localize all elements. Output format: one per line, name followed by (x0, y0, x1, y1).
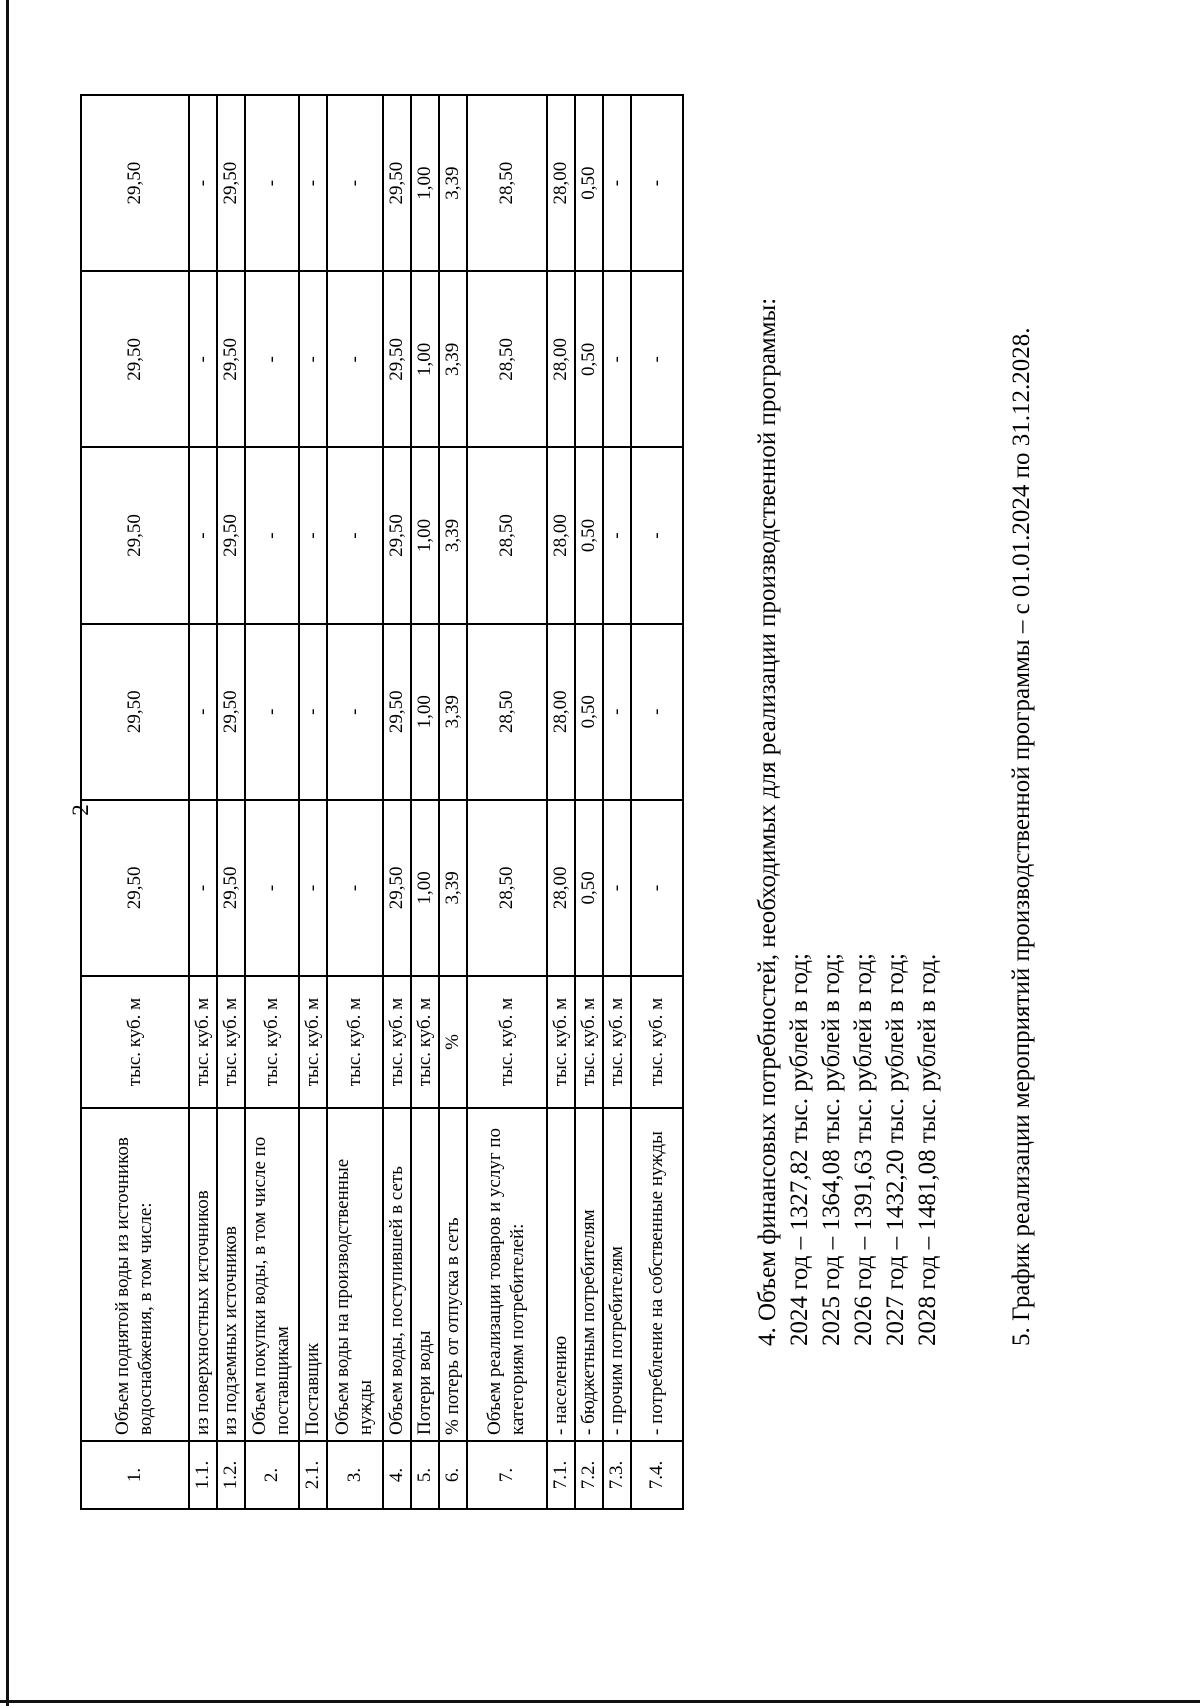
row-value: 1,00 (411, 800, 439, 976)
row-number: 1. (81, 1441, 189, 1509)
row-number: 6. (439, 1441, 467, 1509)
table-row (299, 95, 327, 1509)
row-name: - бюджетным потребителям (575, 1108, 603, 1441)
row-value: 3,39 (439, 624, 467, 800)
row-name: - населению (547, 1108, 575, 1441)
row-name: Объем покупки воды, в том числе по поставщикам (245, 1108, 299, 1441)
row-name: Объем поднятой воды из источников водоснабжения, в том числе: (81, 1108, 189, 1441)
row-value: 0,50 (575, 271, 603, 447)
row-number: 2. (245, 1441, 299, 1509)
row-name: Поставщик (299, 1108, 327, 1441)
row-unit: тыс. куб. м (217, 976, 245, 1108)
row-value: 0,50 (575, 95, 603, 271)
financial-needs-year-line: 2024 год – 1327,82 тыс. рублей в год; (786, 953, 813, 1346)
table-row (439, 95, 467, 1509)
row-value: - (631, 624, 683, 800)
row-value: 3,39 (439, 800, 467, 976)
row-value: - (327, 95, 383, 271)
row-unit: % (439, 976, 467, 1108)
row-name: % потерь от отпуска в сеть (439, 1108, 467, 1441)
row-unit: тыс. куб. м (327, 976, 383, 1108)
financial-needs-year-line: 2025 год – 1364,08 тыс. рублей в год; (818, 953, 845, 1346)
table-row (327, 95, 383, 1509)
financial-needs-year-line: 2026 год – 1391,63 тыс. рублей в год; (850, 953, 877, 1346)
table-row (575, 95, 603, 1509)
row-value: - (245, 624, 299, 800)
row-value: - (631, 447, 683, 623)
row-value: - (327, 800, 383, 976)
row-value: 0,50 (575, 800, 603, 976)
row-value: 0,50 (575, 624, 603, 800)
financial-needs-year-line: 2027 год – 1432,20 тыс. рублей в год; (882, 953, 909, 1346)
table-row (81, 95, 189, 1509)
row-value: 28,00 (547, 95, 575, 271)
row-value: 29,50 (81, 447, 189, 623)
table-row (631, 95, 683, 1509)
row-name: Объем воды, поступившей в сеть (383, 1108, 411, 1441)
row-value: - (245, 271, 299, 447)
row-value: 29,50 (217, 624, 245, 800)
row-unit: тыс. куб. м (575, 976, 603, 1108)
row-name: Объем реализации товаров и услуг по категориям потребителей: (467, 1108, 547, 1441)
financial-needs-heading: 4. Объем финансовых потребностей, необходимых для реализации производственной программы: (754, 297, 781, 1346)
row-unit: тыс. куб. м (81, 976, 189, 1108)
row-value: 28,50 (467, 624, 547, 800)
row-value: 28,50 (467, 800, 547, 976)
row-value: - (299, 95, 327, 271)
table-row (411, 95, 439, 1509)
row-value: 3,39 (439, 447, 467, 623)
row-number: 7.2. (575, 1441, 603, 1509)
row-number: 7.3. (603, 1441, 631, 1509)
row-value: 28,50 (467, 95, 547, 271)
row-value: 29,50 (217, 800, 245, 976)
row-value: 28,50 (467, 271, 547, 447)
row-value: 28,00 (547, 800, 575, 976)
row-value: 1,00 (411, 95, 439, 271)
row-number: 7. (467, 1441, 547, 1509)
row-value: 29,50 (217, 271, 245, 447)
row-value: - (603, 271, 631, 447)
row-value: - (603, 800, 631, 976)
row-name: - прочим потребителям (603, 1108, 631, 1441)
table-row (245, 95, 299, 1509)
row-value: 29,50 (217, 447, 245, 623)
row-value: 1,00 (411, 271, 439, 447)
row-value: - (299, 447, 327, 623)
row-name: - потребление на собственные нужды (631, 1108, 683, 1441)
row-number: 1.1. (189, 1441, 217, 1509)
row-value: - (631, 271, 683, 447)
row-unit: тыс. куб. м (631, 976, 683, 1108)
row-value: 29,50 (81, 800, 189, 976)
row-unit: тыс. куб. м (411, 976, 439, 1108)
row-value: - (245, 447, 299, 623)
row-value: - (189, 447, 217, 623)
financial-needs-section (752, 298, 944, 1346)
row-value: 28,00 (547, 271, 575, 447)
row-name: из подземных источников (217, 1108, 245, 1441)
row-unit: тыс. куб. м (383, 976, 411, 1108)
row-number: 5. (411, 1441, 439, 1509)
row-value: 29,50 (383, 95, 411, 271)
row-value: - (189, 624, 217, 800)
row-unit: тыс. куб. м (245, 976, 299, 1108)
row-unit: тыс. куб. м (467, 976, 547, 1108)
row-value: - (299, 624, 327, 800)
row-value: - (327, 447, 383, 623)
row-number: 1.2. (217, 1441, 245, 1509)
row-value: 28,00 (547, 624, 575, 800)
row-value: 0,50 (575, 447, 603, 623)
row-value: 29,50 (217, 95, 245, 271)
row-number: 3. (327, 1441, 383, 1509)
row-value: 29,50 (383, 271, 411, 447)
row-value: 29,50 (81, 624, 189, 800)
row-value: 29,50 (81, 95, 189, 271)
row-value: 29,50 (383, 624, 411, 800)
row-value: 3,39 (439, 95, 467, 271)
row-value: 29,50 (383, 800, 411, 976)
row-number: 7.1. (547, 1441, 575, 1509)
table-row (547, 95, 575, 1509)
row-value: 29,50 (383, 447, 411, 623)
schedule-section: 5. График реализации мероприятий производственной программы – с 01.01.2024 по 31.12.2028. (1008, 327, 1035, 1346)
row-number: 4. (383, 1441, 411, 1509)
production-program-table (80, 94, 684, 1510)
row-name: из поверхностных источников (189, 1108, 217, 1441)
row-value: - (189, 271, 217, 447)
row-number: 2.1. (299, 1441, 327, 1509)
row-value: - (327, 271, 383, 447)
table-row (383, 95, 411, 1509)
row-value: 3,39 (439, 271, 467, 447)
row-value: - (603, 624, 631, 800)
row-value: - (245, 800, 299, 976)
table-row (217, 95, 245, 1509)
row-value: - (603, 95, 631, 271)
row-value: 28,00 (547, 447, 575, 623)
row-value: 1,00 (411, 447, 439, 623)
table-row (603, 95, 631, 1509)
page-number: 2 (68, 804, 93, 816)
row-value: - (245, 95, 299, 271)
row-name: Объем воды на производственные нужды (327, 1108, 383, 1441)
row-value: - (327, 624, 383, 800)
table-row (467, 95, 547, 1509)
row-value: - (603, 447, 631, 623)
row-value: 29,50 (81, 271, 189, 447)
row-unit: тыс. куб. м (189, 976, 217, 1108)
row-unit: тыс. куб. м (603, 976, 631, 1108)
row-unit: тыс. куб. м (299, 976, 327, 1108)
row-value: - (299, 800, 327, 976)
table-row (189, 95, 217, 1509)
row-value: - (189, 95, 217, 271)
financial-needs-year-line: 2028 год – 1481,08 тыс. рублей в год. (914, 953, 941, 1346)
row-value: 28,50 (467, 447, 547, 623)
row-name: Потери воды (411, 1108, 439, 1441)
row-value: - (631, 800, 683, 976)
row-number: 7.4. (631, 1441, 683, 1509)
row-value: - (189, 800, 217, 976)
row-unit: тыс. куб. м (547, 976, 575, 1108)
row-value: 1,00 (411, 624, 439, 800)
row-value: - (631, 95, 683, 271)
row-value: - (299, 271, 327, 447)
